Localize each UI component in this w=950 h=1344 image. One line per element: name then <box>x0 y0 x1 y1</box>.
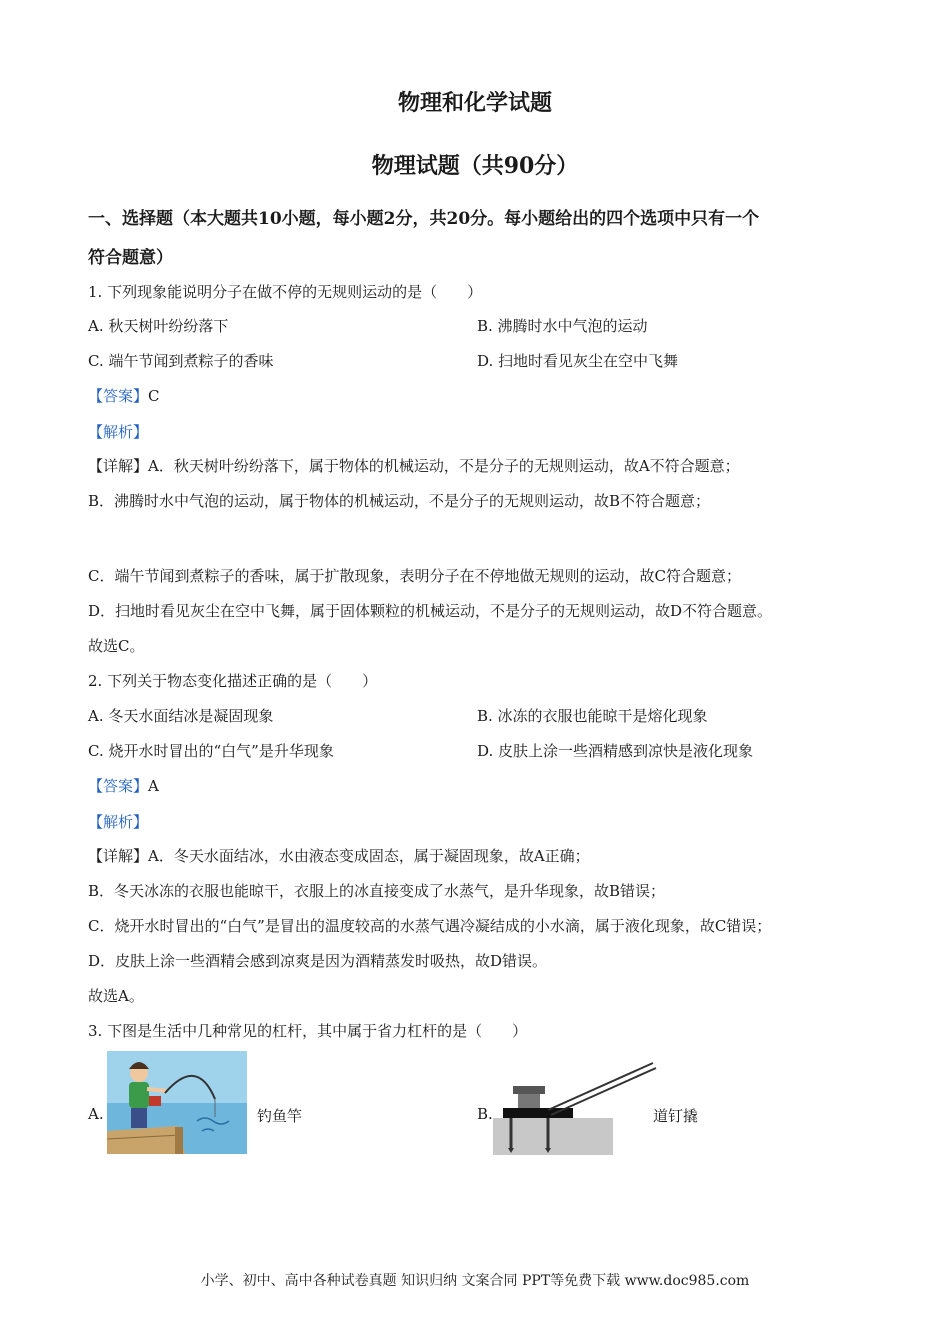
q2-detail-b: B．冬天冰冻的衣服也能晾干，衣服上的冰直接变成了水蒸气，是升华现象，故B错误； <box>88 882 666 900</box>
q3-stem: 3. 下图是生活中几种常见的杠杆，其中属于省力杠杆的是（ ） <box>88 1022 528 1040</box>
q1-option-b: B. 沸腾时水中气泡的运动 <box>477 317 648 335</box>
q1-detail-a: A．秋天树叶纷纷落下，属于物体的机械运动，不是分子的无规则运动，故A不符合题意； <box>148 457 740 475</box>
q2-detail-d: D．皮肤上涂一些酒精会感到凉爽是因为酒精蒸发时吸热，故D错误。 <box>88 952 548 970</box>
q2-option-c: C. 烧开水时冒出的“白气”是升华现象 <box>88 742 334 760</box>
physics-subtitle: 物理试题（共90分） <box>371 153 579 179</box>
document-title: 物理和化学试题 <box>397 90 552 116</box>
spike-puller-illustration <box>493 1060 658 1155</box>
q3-option-b-letter: B. <box>477 1105 493 1123</box>
q3-option-b-label: 道钉撬 <box>653 1107 699 1125</box>
q2-detail-a: A．冬天水面结冰，水由液态变成固态，属于凝固现象，故A正确； <box>148 847 590 865</box>
q1-detail-d: D．扫地时看见灰尘在空中飞舞，属于固体颗粒的机械运动，不是分子的无规则运动，故D不符合题意。 <box>88 602 773 620</box>
section-heading-line1: 一、选择题（本大题共10小题，每小题2分，共20分。每小题给出的四个选项中只有一个 <box>88 209 760 229</box>
q1-answer-row <box>88 385 160 406</box>
answer-tag: 【答案】 <box>88 387 149 405</box>
q1-option-d: D. 扫地时看见灰尘在空中飞舞 <box>477 352 679 370</box>
answer-tag: 【答案】 <box>88 777 149 795</box>
page-footer: 小学、初中、高中各种试卷真题 知识归纳 文案合同 PPT等免费下载 www.doc985.com <box>200 1273 750 1289</box>
q1-conclusion: 故选C。 <box>88 637 145 655</box>
section-heading-line2: 符合题意） <box>88 248 173 268</box>
q2-answer-row <box>88 775 159 796</box>
q2-option-d: D. 皮肤上涂一些酒精感到凉快是液化现象 <box>477 742 754 760</box>
q1-stem: 1. 下列现象能说明分子在做不停的无规则运动的是（ ） <box>88 283 483 301</box>
q1-detail-a-row <box>88 455 740 476</box>
q1-detail-c: C．端午节闻到煮粽子的香味，属于扩散现象，表明分子在不停地做无规则的运动，故C符合题意； <box>88 567 741 585</box>
detail-tag: 【详解】 <box>88 457 149 475</box>
q2-detail-a-row <box>88 845 590 866</box>
q2-analysis-tag: 【解析】 <box>88 813 149 831</box>
q1-option-c: C. 端午节闻到煮粽子的香味 <box>88 352 274 370</box>
q2-detail-c: C．烧开水时冒出的“白气”是冒出的温度较高的水蒸气遇冷凝结成的小水滴，属于液化现象，故C错误； <box>88 917 772 935</box>
q1-option-a: A. 秋天树叶纷纷落下 <box>88 317 229 335</box>
q2-option-b: B. 冰冻的衣服也能晾干是熔化现象 <box>477 707 708 725</box>
detail-tag: 【详解】 <box>88 847 149 865</box>
fishing-rod-illustration <box>107 1051 247 1154</box>
q2-conclusion: 故选A。 <box>88 987 144 1005</box>
q2-stem: 2. 下列关于物态变化描述正确的是（ ） <box>88 672 378 690</box>
q1-detail-b: B．沸腾时水中气泡的运动，属于物体的机械运动，不是分子的无规则运动，故B不符合题意； <box>88 492 711 510</box>
q3-option-a-label: 钓鱼竿 <box>257 1107 303 1125</box>
q2-answer: A <box>148 777 159 795</box>
q1-analysis-tag: 【解析】 <box>88 423 149 441</box>
q3-option-a-letter: A. <box>88 1105 104 1123</box>
q2-option-a: A. 冬天水面结冰是凝固现象 <box>88 707 274 725</box>
q1-answer: C <box>148 387 160 405</box>
